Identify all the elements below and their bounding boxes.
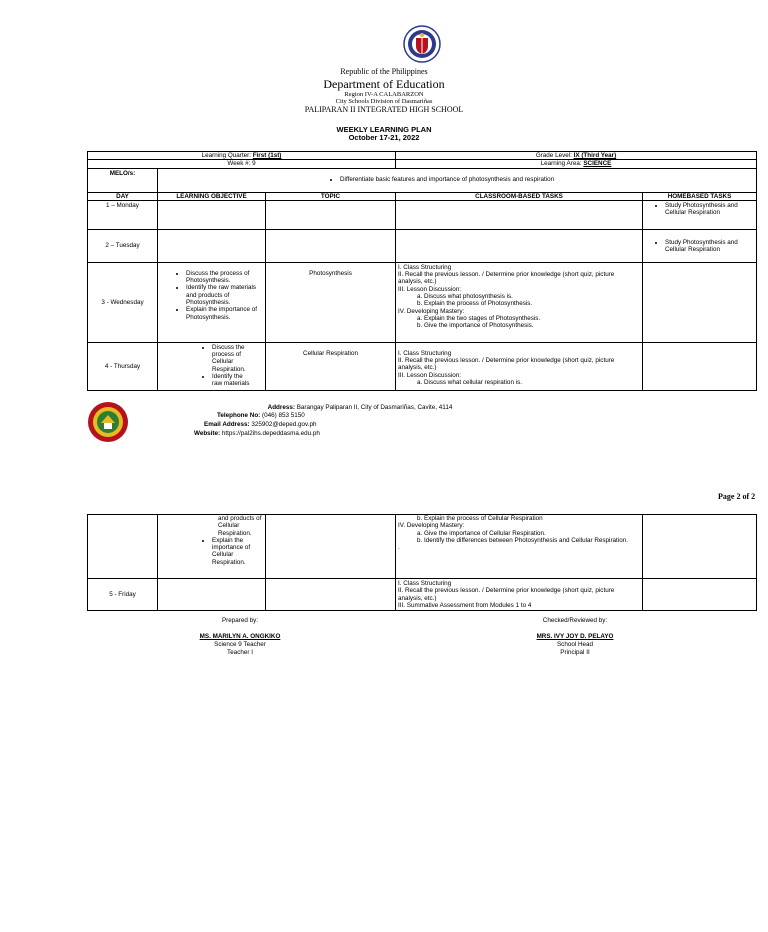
melo-label: MELO/s: xyxy=(88,168,158,192)
date-range: October 17-21, 2022 xyxy=(348,133,420,142)
checked-label: Checked/Reviewed by: xyxy=(542,617,608,624)
col-header-homebased: HOMEBASED TASKS xyxy=(643,192,757,200)
area-cell: Learning Area: SCIENCE xyxy=(396,160,757,168)
table-row xyxy=(88,229,757,262)
department-text: Department of Education xyxy=(323,77,445,91)
table-row xyxy=(88,579,757,611)
home-cell: • Study Photosynthesis and Cellular Respiration xyxy=(643,200,757,229)
day-cell: 1 – Monday xyxy=(88,200,158,229)
school-logo xyxy=(87,401,129,443)
col-header-topic: TOPIC xyxy=(266,192,396,200)
objective-cell: • Discuss the process of Photosynthesis. • Identify the raw materials and products of Photosynthesis. • Explain the importance of Photosynthesis. xyxy=(158,262,266,342)
classroom-cell: b. Explain the process of Cellular Respiration IV. Developing Mastery: a. Give the importance of Cellular Respiration. b. Identify the differences between Photosynthesis and Cellular Respiration. . xyxy=(396,515,643,579)
table-row xyxy=(88,515,757,579)
checked-position: Principal II xyxy=(560,649,590,656)
school-name: PALIPARAN II INTEGRATED HIGH SCHOOL xyxy=(304,105,464,114)
topic-cell: Cellular Respiration xyxy=(266,342,396,390)
classroom-cell: I. Class Structuring II. Recall the previous lesson. / Determine prior knowledge (short quiz, picture analysis, etc.) III. Lesson Discussion: a. Discuss what photosynthesis is. b. Explain the process of Photosynthesis. IV. Developing Mastery: a. Explain the two stages of Photosynthesis. b. Give the importance of Photosynthesis. xyxy=(396,262,643,342)
col-header-classroom: CLASSROOM-BASED TASKS xyxy=(396,192,643,200)
home-cell: • Study Photosynthesis and Cellular Respiration xyxy=(643,229,757,262)
page-number: Page 2 of 2 xyxy=(718,492,756,501)
day-cell: 3 - Wednesday xyxy=(88,262,158,342)
weekly-plan-table-continued xyxy=(87,514,757,611)
footer-phone: Telephone No: (046) 853 5150 xyxy=(217,412,305,419)
prepared-name: MS. MARILYN A. ONGKIKO xyxy=(199,633,281,640)
table-row xyxy=(88,342,757,390)
checked-name: MRS. IVY JOY D. PELAYO xyxy=(536,633,614,640)
objective-cell: • Discuss the process of Cellular Respiration. • Identify the raw materials xyxy=(158,342,266,390)
republic-text: Republic of the Philippines xyxy=(340,67,428,76)
table-row xyxy=(88,200,757,229)
col-header-objective: LEARNING OBJECTIVE xyxy=(158,192,266,200)
week-cell: Week #: 9 xyxy=(88,160,396,168)
melo-value: • Differentiate basic features and importance of photosynthesis and respiration xyxy=(158,168,757,192)
table-row xyxy=(88,262,757,342)
deped-seal-logo xyxy=(403,25,441,63)
day-cell: 4 - Thursday xyxy=(88,342,158,390)
col-header-day: DAY xyxy=(88,192,158,200)
classroom-cell: I. Class Structuring II. Recall the previous lesson. / Determine prior knowledge (short quiz, picture analysis, etc.) III. Summative Assessment from Modules 1 to 4 xyxy=(396,579,643,611)
division-text: City Schools Division of Dasmariñas xyxy=(335,98,433,105)
footer-website: Website: https://pal2ihs.depeddasma.edu.ph xyxy=(194,430,320,437)
topic-cell: Photosynthesis xyxy=(266,262,396,342)
quarter-cell: Learning Quarter: First (1st) xyxy=(88,152,396,160)
prepared-role: Science 9 Teacher xyxy=(214,641,266,648)
classroom-cell: I. Class Structuring II. Recall the previous lesson. / Determine prior knowledge (short quiz, picture analysis, etc.) III. Lesson Discussion: a. Discuss what cellular respiration is. xyxy=(396,342,643,390)
day-cell: 2 – Tuesday xyxy=(88,229,158,262)
plan-title: WEEKLY LEARNING PLAN xyxy=(336,125,432,134)
objective-cell: and products of Cellular Respiration. • Explain the importance of Cellular Respiration. xyxy=(158,515,266,579)
prepared-label: Prepared by: xyxy=(221,617,259,624)
footer-email: Email Address: 325902@deped.gov.ph xyxy=(204,421,317,428)
grade-cell: Grade Level: IX (Third Year) xyxy=(396,152,757,160)
prepared-position: Teacher I xyxy=(227,649,253,656)
checked-role: School Head xyxy=(556,641,594,648)
day-cell: 5 - Friday xyxy=(88,579,158,611)
footer-address: Address: Barangay Paliparan II, City of Dasmariñas, Cavite, 4114 xyxy=(267,404,453,411)
region-text: Region IV-A CALABARZON xyxy=(344,91,424,98)
weekly-plan-table xyxy=(87,151,757,391)
